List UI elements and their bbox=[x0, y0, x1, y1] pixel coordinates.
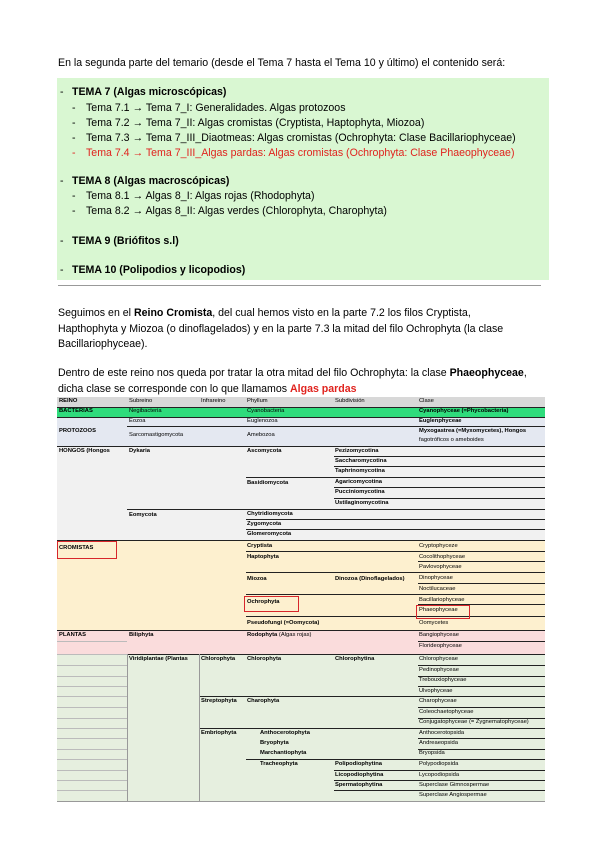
highlight-cromistas bbox=[57, 541, 117, 559]
cell: Euglenphyceae bbox=[419, 418, 462, 424]
cell: Cryptophyceze bbox=[419, 543, 458, 549]
cell: Streptophyta bbox=[201, 698, 237, 704]
tema-8-2: - Tema 8.2 → Algas 8_II: Algas verdes (Chlorophyta, Charophyta) bbox=[72, 205, 387, 217]
cell: Pseudofungi (=Oomycota) bbox=[247, 620, 320, 626]
cell: Chlorophytina bbox=[335, 656, 375, 662]
taxonomy-table bbox=[57, 397, 545, 801]
header-subdivision: Subdivisión bbox=[335, 398, 365, 404]
cell: Haptophyta bbox=[247, 554, 279, 560]
cell: Chlorophyta bbox=[247, 656, 282, 662]
cell: Conjugatophyceae (= Zygnematophyceae) bbox=[419, 719, 529, 725]
paragraph-reino-cromista: Seguimos en el Reino Cromista, del cual hemos visto en la parte 7.2 los filos Cryptista, Hapthophyta y Miozoa (o dinoflagelados) y en la parte 7.3 la mitad del filo Ochrophyta (la clase Bacillariophyceae). bbox=[58, 307, 504, 350]
cell: Basidiomycota bbox=[247, 480, 289, 486]
cell: Negibacteria bbox=[129, 408, 162, 414]
reino-plantas: PLANTAS bbox=[59, 632, 86, 638]
reino-cromistas: CROMISTAS bbox=[59, 545, 94, 551]
cell: Charophyta bbox=[247, 698, 280, 704]
tema-8-1: - Tema 8.1 → Algas 8_I: Algas rojas (Rhodophyta) bbox=[72, 190, 315, 202]
cell: Taphrinomycotina bbox=[335, 468, 385, 474]
cell: Bacillariophyceae bbox=[419, 597, 465, 603]
cell: Cyanophyceae (=Phycobacteria) bbox=[419, 408, 509, 414]
header-reino: REINO bbox=[59, 398, 78, 404]
cell: Marchantiophyta bbox=[260, 750, 307, 756]
cell: Zygomycota bbox=[247, 521, 282, 527]
header-infrareino: Infrareino bbox=[201, 398, 226, 404]
reino-hongos: HONGOS (Hongos bbox=[59, 448, 110, 454]
cell: Saccharomycotina bbox=[335, 458, 387, 464]
reino-bacterias: BACTERIAS bbox=[59, 408, 93, 414]
cell: Oomycetes bbox=[419, 620, 449, 626]
cell: Chytridiomycota bbox=[247, 511, 293, 517]
divider bbox=[58, 285, 541, 286]
intro-text: En la segunda parte del temario (desde el Tema 7 hasta el Tema 10 y último) el contenido será: bbox=[58, 57, 506, 69]
cell: Cryptista bbox=[247, 543, 273, 549]
reino-protozoos: PROTOZOOS bbox=[59, 428, 96, 434]
cell: Pedinophyceae bbox=[419, 667, 459, 673]
cell: Dinophyceae bbox=[419, 575, 453, 581]
tema-10-title: - TEMA 10 (Polipodios y licopodios) bbox=[60, 264, 246, 276]
paragraph-phaeophyceae: Dentro de este reino nos queda por tratar la otra mitad del filo Ochrophyta: la clase Phaeophyceae, dicha clase se corresponde con lo que llamamos Algas pardas bbox=[58, 367, 527, 395]
cell: Eozoa bbox=[129, 418, 146, 424]
cell: Anthocerotophyta bbox=[260, 730, 310, 736]
tema-7-title: - TEMA 7 (Algas microscópicas) bbox=[60, 86, 227, 98]
tema-7-3: - Tema 7.3 → Tema 7_III_Diaotmeas: Algas cromistas (Ochrophyta: Clase Bacillariophyceae) bbox=[72, 132, 516, 144]
cell: Chlorophyta bbox=[201, 656, 236, 662]
cell: Miozoa bbox=[247, 576, 267, 582]
cell: Coleochaetophyceae bbox=[419, 709, 474, 715]
hongos-band bbox=[57, 446, 545, 540]
cell: Spermatophytina bbox=[335, 782, 383, 788]
cell: fagotróficos o ameboides bbox=[419, 437, 484, 443]
cell: Dinozoa (Dinoflagelados) bbox=[335, 576, 405, 582]
cell: Viridiplantae (Plantas bbox=[129, 656, 188, 662]
header-phyllum: Phyllum bbox=[247, 398, 268, 404]
cell: Anthocerotopsida bbox=[419, 730, 465, 736]
cell: Tracheophyta bbox=[260, 761, 298, 767]
cell: Ochrophyta bbox=[247, 599, 280, 605]
header-subreino: Subreino bbox=[129, 398, 153, 404]
cell: Lycopodiopsida bbox=[419, 772, 460, 778]
cell: Ulvophyceae bbox=[419, 688, 453, 694]
cell: Amebozoa bbox=[247, 432, 275, 438]
cell: Superclase Angiospermae bbox=[419, 792, 487, 798]
cell: Florideophyceae bbox=[419, 643, 462, 649]
tema-7-2: - Tema 7.2 → Tema 7_II: Algas cromistas (Cryptista, Haptophyta, Miozoa) bbox=[72, 117, 425, 129]
highlight-phaeophyceae bbox=[416, 605, 470, 619]
cell: Phaeophyceae bbox=[419, 607, 458, 613]
cell: Polypodiopsida bbox=[419, 761, 459, 767]
cell: Trebouxiophyceae bbox=[419, 677, 467, 683]
cell: Ascomycota bbox=[247, 448, 282, 454]
cell: Biliphyta bbox=[129, 632, 154, 638]
cell: Agaricomycotina bbox=[335, 479, 383, 485]
tema-7-4: - Tema 7.4 → Tema 7_III_Algas pardas: Algas cromistas (Ochrophyta: Clase Phaeophyceae) bbox=[72, 147, 515, 159]
cell: Cocolithophyceae bbox=[419, 554, 466, 560]
cell: Embriophyta bbox=[201, 730, 237, 736]
cell: Noctilucaceae bbox=[419, 586, 456, 592]
cell: Cyanobacteria bbox=[247, 408, 285, 414]
cell: Andreaeopsida bbox=[419, 740, 458, 746]
cell: Rodophyta (Algas rojas) bbox=[247, 632, 312, 638]
cell: Charophyceae bbox=[419, 698, 457, 704]
tema-7-1: - Tema 7.1 → Tema 7_I: Generalidades. Algas protozoos bbox=[72, 102, 346, 114]
cell: Glomeromycota bbox=[247, 531, 292, 537]
cell: Pezizomycotina bbox=[335, 448, 379, 454]
cell: Bryopsida bbox=[419, 750, 445, 756]
cell: Myxogastrea (=Myxomycetes), Hongos bbox=[419, 428, 527, 434]
cell: Licopodiophytina bbox=[335, 772, 384, 778]
header-clase: Clase bbox=[419, 398, 434, 404]
cell: Sarcomastigomycota bbox=[129, 432, 184, 438]
cell: Dykaria bbox=[129, 448, 150, 454]
cell: Eomycota bbox=[129, 512, 157, 518]
cell: Euglenozoa bbox=[247, 418, 278, 424]
highlight-ochrophyta bbox=[244, 596, 299, 612]
tema-9-title: - TEMA 9 (Briófitos s.l) bbox=[60, 235, 179, 247]
cell: Superclase Gimnospermae bbox=[419, 782, 490, 788]
cell: Bryophyta bbox=[260, 740, 289, 746]
cell: Pavlovophyceae bbox=[419, 564, 462, 570]
cell: Chlorophyceae bbox=[419, 656, 458, 662]
tema-8-title: - TEMA 8 (Algas macroscópicas) bbox=[60, 175, 230, 187]
cell: Ustilaginomycotina bbox=[335, 500, 389, 506]
cell: Bangiophyceae bbox=[419, 632, 459, 638]
cell: Pucciniomycotina bbox=[335, 489, 385, 495]
cell: Polipodiophytina bbox=[335, 761, 383, 767]
